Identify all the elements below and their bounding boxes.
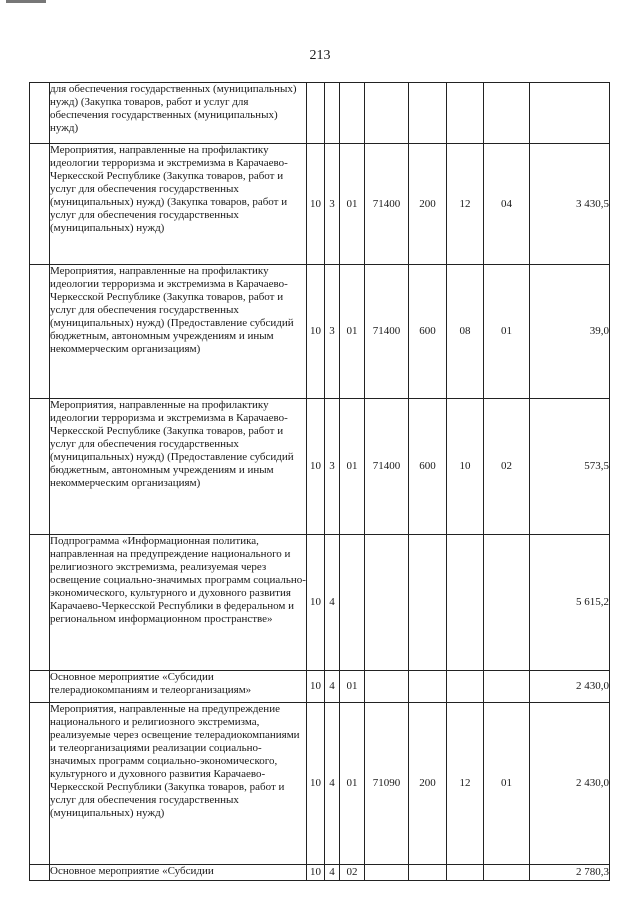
amount-cell: 2 430,0 [530, 671, 610, 703]
code-cell: 10 [307, 535, 325, 671]
code-cell: 10 [307, 265, 325, 399]
code-cell [484, 535, 530, 671]
code-cell: 4 [325, 703, 340, 865]
code-cell [409, 535, 447, 671]
row-marker-cell [30, 83, 50, 144]
code-cell: 10 [307, 399, 325, 535]
row-marker-cell [30, 703, 50, 865]
item-name: Мероприятия, направленные на профилактику идеологии терроризма и экстремизма в Карачаево-Черкесской Республике (Закупка товаров, работ и услуг для обеспечения государственных (муниципальных) нужд) (Закупка товаров, работ и услуг для обеспечения государственных (муниципальных) нужд) [50, 144, 307, 265]
code-cell: 01 [340, 265, 365, 399]
code-cell [484, 83, 530, 144]
table-row [30, 703, 610, 865]
code-cell: 02 [484, 399, 530, 535]
item-name: Мероприятия, направленные на профилактику идеологии терроризма и экстремизма в Карачаево-Черкесской Республике (Закупка товаров, работ и услуг для обеспечения государственных (муниципальных) нужд) (Предоставление субсидий бюджетным, автономным учреждениям и иным некоммерческим организациям) [50, 265, 307, 399]
amount-cell [530, 83, 610, 144]
amount-cell: 3 430,5 [530, 144, 610, 265]
item-name: Основное мероприятие «Субсидии телерадиокомпаниям и телеорганизациям» [50, 671, 307, 703]
code-cell: 200 [409, 703, 447, 865]
code-cell: 02 [340, 865, 365, 881]
code-cell [484, 671, 530, 703]
code-cell: 04 [484, 144, 530, 265]
code-cell [365, 83, 409, 144]
code-cell: 10 [307, 144, 325, 265]
table-row [30, 265, 610, 399]
code-cell: 01 [340, 144, 365, 265]
code-cell: 4 [325, 865, 340, 881]
code-cell [409, 671, 447, 703]
code-cell [447, 671, 484, 703]
code-cell [447, 83, 484, 144]
code-cell: 01 [340, 399, 365, 535]
table-row [30, 865, 610, 881]
code-cell: 4 [325, 535, 340, 671]
code-cell [409, 865, 447, 881]
item-name: Мероприятия, направленные на предупреждение национального и религиозного экстремизма, реализуемые через освещение телерадиокомпаниями и телеорганизациями реализации социально-значимых программ социально-экономического, культурного и духовного развития Карачаево-Черкесской Республики (Закупка товаров, работ и услуг для обеспечения государственных (муниципальных) нужд) [50, 703, 307, 865]
amount-cell: 573,5 [530, 399, 610, 535]
code-cell: 12 [447, 703, 484, 865]
code-cell: 01 [340, 671, 365, 703]
row-marker-cell [30, 144, 50, 265]
code-cell: 10 [307, 703, 325, 865]
item-name: для обеспечения государственных (муниципальных) нужд) (Закупка товаров, работ и услуг для обеспечения государственных (муниципальных) нужд) [50, 83, 307, 144]
table-row [30, 535, 610, 671]
code-cell [325, 83, 340, 144]
code-cell: 71090 [365, 703, 409, 865]
top-rule [6, 0, 46, 3]
code-cell: 71400 [365, 399, 409, 535]
row-marker-cell [30, 671, 50, 703]
amount-cell: 2 430,0 [530, 703, 610, 865]
table-row [30, 83, 610, 144]
code-cell: 10 [307, 865, 325, 881]
code-cell [340, 535, 365, 671]
code-cell [365, 671, 409, 703]
row-marker-cell [30, 865, 50, 881]
code-cell: 01 [340, 703, 365, 865]
amount-cell: 39,0 [530, 265, 610, 399]
code-cell [340, 83, 365, 144]
code-cell: 600 [409, 265, 447, 399]
code-cell: 01 [484, 265, 530, 399]
page-number: 213 [309, 48, 331, 63]
code-cell: 01 [484, 703, 530, 865]
code-cell: 3 [325, 144, 340, 265]
row-marker-cell [30, 399, 50, 535]
code-cell: 3 [325, 265, 340, 399]
code-cell: 4 [325, 671, 340, 703]
code-cell: 200 [409, 144, 447, 265]
amount-cell: 5 615,2 [530, 535, 610, 671]
row-marker-cell [30, 535, 50, 671]
table-row [30, 671, 610, 703]
code-cell: 08 [447, 265, 484, 399]
code-cell: 600 [409, 399, 447, 535]
code-cell: 10 [307, 671, 325, 703]
table-row [30, 399, 610, 535]
code-cell: 3 [325, 399, 340, 535]
code-cell [365, 865, 409, 881]
code-cell: 12 [447, 144, 484, 265]
budget-table [29, 82, 610, 881]
code-cell: 10 [447, 399, 484, 535]
code-cell [409, 83, 447, 144]
code-cell: 71400 [365, 265, 409, 399]
code-cell [365, 535, 409, 671]
code-cell [307, 83, 325, 144]
amount-cell: 2 780,3 [530, 865, 610, 881]
code-cell [484, 865, 530, 881]
table-row [30, 144, 610, 265]
code-cell [447, 535, 484, 671]
code-cell [447, 865, 484, 881]
item-name: Подпрограмма «Информационная политика, направленная на предупреждение национального и религиозного экстремизма, реализуемая через освещение социально-значимых программ социально-экономического, культурного и духовного развития Карачаево-Черкесской Республики в федеральном и региональном информационном пространстве» [50, 535, 307, 671]
row-marker-cell [30, 265, 50, 399]
item-name: Мероприятия, направленные на профилактику идеологии терроризма и экстремизма в Карачаево-Черкесской Республике (Закупка товаров, работ и услуг для обеспечения государственных (муниципальных) нужд) (Предоставление субсидий бюджетным, автономным учреждениям и иным некоммерческим организациям) [50, 399, 307, 535]
item-name: Основное мероприятие «Субсидии [50, 865, 307, 881]
code-cell: 71400 [365, 144, 409, 265]
